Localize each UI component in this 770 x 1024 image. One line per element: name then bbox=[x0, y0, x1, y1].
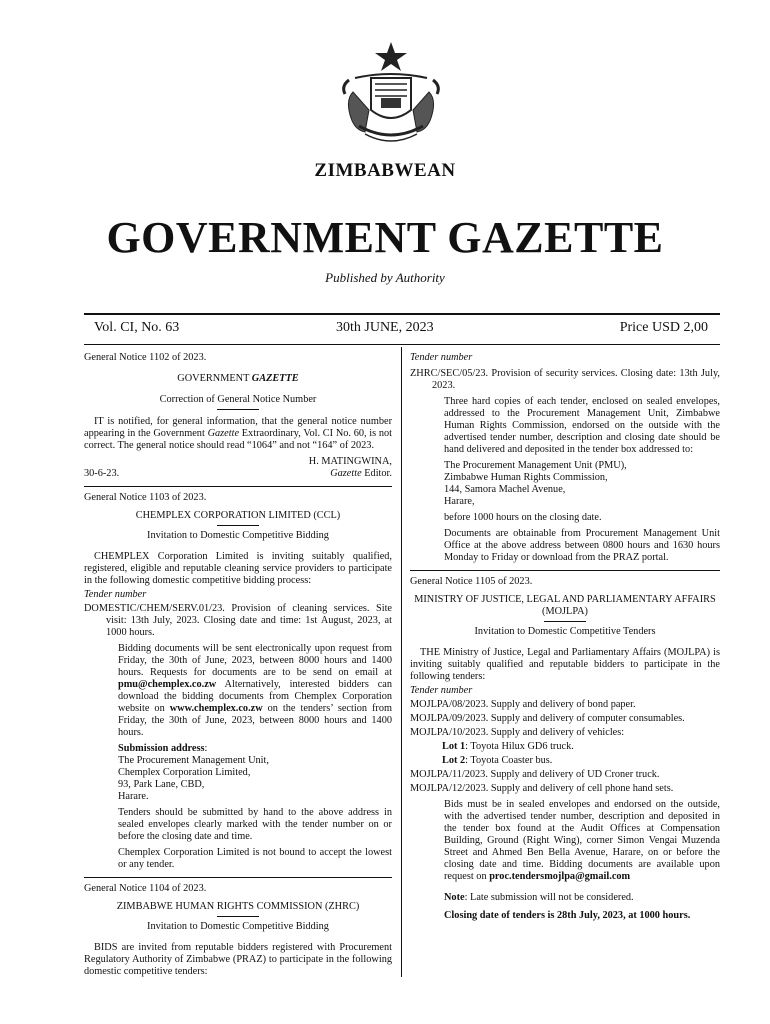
masthead-top-rule bbox=[84, 313, 720, 315]
notice-1103-number: General Notice 1103 of 2023. bbox=[84, 492, 207, 503]
notice-1105-closing: Closing date of tenders is 28th July, 2023, at 1000 hours. bbox=[444, 910, 691, 921]
notice-1105-tender-entry: MOJLPA/10/2023. Supply and delivery of vehicles: bbox=[410, 727, 625, 738]
notice-1102-subheading: Correction of General Notice Number bbox=[159, 394, 317, 405]
notice-1105-intro: THE Ministry of Justice, Legal and Parliamentary Affairs (MOJLPA) is inviting suitably qualified and reputable bidders to participate in the following tenders: bbox=[410, 647, 720, 682]
notice-1104-subheading: Invitation to Domestic Competitive Bidding bbox=[147, 921, 329, 932]
notice-1103-submission-label: Submission address: bbox=[118, 743, 208, 754]
notice-1105-note: Note: Late submission will not be considered. bbox=[444, 892, 634, 903]
notice-1105-heading: MINISTRY OF JUSTICE, LEGAL AND PARLIAMENTARY AFFAIRS (MOJLPA) bbox=[414, 594, 716, 617]
notice-1103-not-bound: Chemplex Corporation Limited is not bound to accept the lowest or any tender. bbox=[118, 847, 392, 870]
short-rule bbox=[544, 621, 586, 622]
notice-1105-lot: Lot 2: Toyota Coaster bus. bbox=[442, 755, 553, 766]
notice-1102-heading: GOVERNMENT GAZETTE bbox=[177, 373, 299, 384]
masthead-bottom-rule bbox=[84, 344, 720, 345]
issue-date: 30th JUNE, 2023 bbox=[336, 320, 434, 335]
notice-1102-body: IT is notified, for general information, that the general notice number appearing in the Government Gazette Extraordinary, Vol. CI No. 60, is not correct. The general notice should read “1064” and not “164” of 2023. bbox=[84, 416, 393, 451]
notice-1103-address-line: The Procurement Management Unit, bbox=[118, 755, 269, 766]
short-rule bbox=[217, 525, 259, 526]
notice-1105-tender-entry: MOJLPA/09/2023. Supply and delivery of computer consumables. bbox=[410, 713, 685, 724]
masthead bbox=[84, 320, 720, 340]
notice-1104-intro: BIDS are invited from reputable bidders registered with Procurement Regulatory Authority of Zimbabwe (PRAZ) to participate in the following domestic competitive tenders: bbox=[84, 942, 392, 977]
short-rule bbox=[217, 916, 259, 917]
notice-1105-bids-note: Bids must be in sealed envelopes and endorsed on the outside, with the advertised tender number, description and deposited in the tender box found at the Audit Offices at Compensation Building, Ground (Right Wing), corner Simon Vengai Muzenda Street and Ahmed Ben Bella Avenue, Harare, on or before the closing date and time. Bidding documents are available upon request on proc.tendersmojlpa@gmail.com bbox=[444, 799, 720, 882]
volume-number: Vol. CI, No. 63 bbox=[94, 320, 180, 335]
notice-1102-number: General Notice 1102 of 2023. bbox=[84, 352, 207, 363]
notice-1105-number: General Notice 1105 of 2023. bbox=[410, 576, 533, 587]
notice-1104-heading: ZIMBABWE HUMAN RIGHTS COMMISSION (ZHRC) bbox=[116, 901, 360, 912]
section-rule bbox=[84, 486, 392, 487]
notice-1105-tender-entry: MOJLPA/12/2023. Supply and delivery of cell phone hand sets. bbox=[410, 783, 674, 794]
published-by-authority: Published by Authority bbox=[325, 270, 445, 285]
notice-1104-address-line: 144, Samora Machel Avenue, bbox=[444, 484, 566, 495]
notice-1102-date: 30-6-23. bbox=[84, 468, 120, 479]
notice-1104-number: General Notice 1104 of 2023. bbox=[84, 883, 207, 894]
notice-1103-tender-entry: DOMESTIC/CHEM/SERV.01/23. Provision of cleaning services. Site visit: 13th July, 2023. Closing date and time: 1st August, 2023, at 1000 hours. bbox=[84, 603, 392, 638]
notice-1104-documents-note: Documents are obtainable from Procurement Management Unit Office at the above address between 0800 hours and 1630 hours Monday to Friday or download from the PRAZ portal. bbox=[444, 528, 720, 563]
notice-1105-tender-label: Tender number bbox=[410, 685, 473, 696]
notice-1103-address-line: Harare. bbox=[118, 791, 149, 802]
gazette-country: ZIMBABWEAN bbox=[314, 160, 456, 181]
notice-1102-sig-title: Gazette Editor. bbox=[330, 468, 392, 479]
notice-1105-tender-entry: MOJLPA/08/2023. Supply and delivery of bond paper. bbox=[410, 699, 636, 710]
notice-1103-tender-label: Tender number bbox=[84, 589, 147, 600]
notice-1103-tenders-note: Tenders should be submitted by hand to the above address in sealed envelopes clearly marked with the tender number on or before the closing date and time. bbox=[118, 807, 392, 842]
notice-1103-intro: CHEMPLEX Corporation Limited is inviting suitably qualified, registered, eligible and reputable cleaning service providers to participate in the following domestic competitive bidding process: bbox=[84, 551, 392, 586]
notice-1104-tender-entry: ZHRC/SEC/05/23. Provision of security services. Closing date: 13th July, 2023. bbox=[410, 368, 720, 391]
notice-1103-address-line: Chemplex Corporation Limited, bbox=[118, 767, 251, 778]
notice-1102-sign-line bbox=[84, 468, 392, 480]
notice-1104-address-line: Zimbabwe Human Rights Commission, bbox=[444, 472, 608, 483]
issue-price: Price USD 2,00 bbox=[619, 320, 708, 335]
section-rule bbox=[410, 570, 720, 571]
short-rule bbox=[217, 409, 259, 410]
notice-1105-lot: Lot 1: Toyota Hilux GD6 truck. bbox=[442, 741, 574, 752]
left-column bbox=[84, 352, 392, 978]
notice-1104-tender-label: Tender number bbox=[410, 352, 473, 363]
notice-1103-address-line: 93, Park Lane, CBD, bbox=[118, 779, 205, 790]
gazette-title: GOVERNMENT GAZETTE bbox=[106, 213, 664, 262]
column-divider bbox=[401, 347, 402, 977]
notice-1103-subheading: Invitation to Domestic Competitive Bidding bbox=[147, 530, 329, 541]
notice-1105-tender-entry: MOJLPA/11/2023. Supply and delivery of UD Croner truck. bbox=[410, 769, 660, 780]
notice-1104-copies-note: Three hard copies of each tender, enclosed on sealed envelopes, addressed to the Procurement Management Unit, Zimbabwe Human Rights Commission, endorsed on the outside with the advertised tender number, description and closing date should be hand delivered and deposited in the tender box addressed to: bbox=[444, 396, 720, 455]
notice-1104-before: before 1000 hours on the closing date. bbox=[444, 512, 602, 523]
section-rule bbox=[84, 877, 392, 878]
zimbabwe-coat-of-arms bbox=[335, 40, 447, 152]
right-column bbox=[410, 352, 720, 922]
notice-1102-signatory: H. MATINGWINA, bbox=[308, 456, 392, 467]
notice-1104-address-line: The Procurement Management Unit (PMU), bbox=[444, 460, 627, 471]
notice-1103-docs: Bidding documents will be sent electronically upon request from Friday, the 30th of June, 2023, between 8000 hours and 1400 hours. Requests for documents are to be send on email at pmu@chemplex.co.zw Alternatively, interested bidders can download the bidding documents from Chemplex Corporation website on www.chemplex.co.zw on the tenders’ section from Friday, the 30th of June, 2023, between 8000 hours and 1400 hours. bbox=[118, 643, 393, 738]
notice-1104-address-line: Harare, bbox=[444, 496, 475, 507]
notice-1105-subheading: Invitation to Domestic Competitive Tenders bbox=[474, 626, 656, 637]
notice-1103-heading: CHEMPLEX CORPORATION LIMITED (CCL) bbox=[135, 510, 341, 521]
